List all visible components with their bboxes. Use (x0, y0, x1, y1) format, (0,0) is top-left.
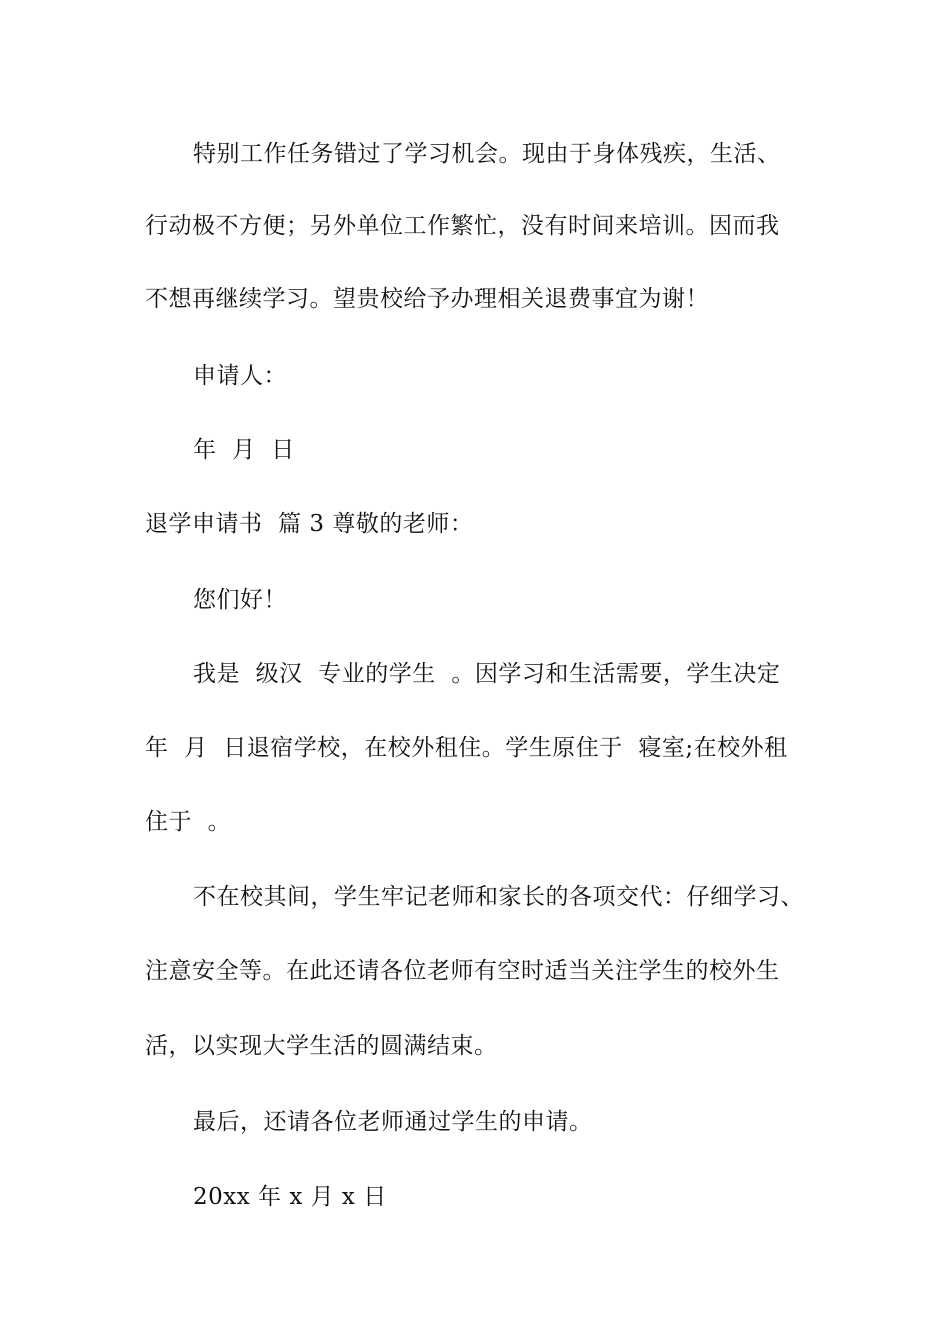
paragraph-line: 我是 级汉 专业的学生 。因学习和生活需要，学生决定 (193, 661, 781, 687)
section-heading: 退学申请书 篇 3 尊敬的老师： (145, 511, 474, 537)
paragraph-line: 不在校其间，学生牢记老师和家长的各项交代：仔细学习、 (193, 884, 804, 910)
closing-date: 20xx 年 x 月 x 日 (193, 1184, 387, 1210)
paragraph-line: 住于 。 (145, 809, 232, 835)
paragraph-line: 年 月 日退宿学校，在校外租住。学生原住于 寝室;在校外租 (145, 735, 788, 761)
applicant-label: 申请人： (193, 363, 287, 389)
paragraph-line: 最后，还请各位老师通过学生的申请。 (193, 1109, 593, 1135)
paragraph-line: 行动极不方便；另外单位工作繁忙，没有时间来培训。因而我 (145, 213, 780, 239)
paragraph-line: 不想再继续学习。望贵校给予办理相关退费事宜为谢！ (145, 286, 709, 312)
paragraph-line: 特别工作任务错过了学习机会。现由于身体残疾，生活、 (193, 141, 781, 167)
paragraph-line: 注意安全等。在此还请各位老师有空时适当关注学生的校外生 (145, 958, 780, 984)
date-line: 年 月 日 (193, 437, 295, 463)
paragraph-line: 活，以实现大学生活的圆满结束。 (145, 1033, 498, 1059)
greeting: 您们好！ (193, 587, 287, 613)
